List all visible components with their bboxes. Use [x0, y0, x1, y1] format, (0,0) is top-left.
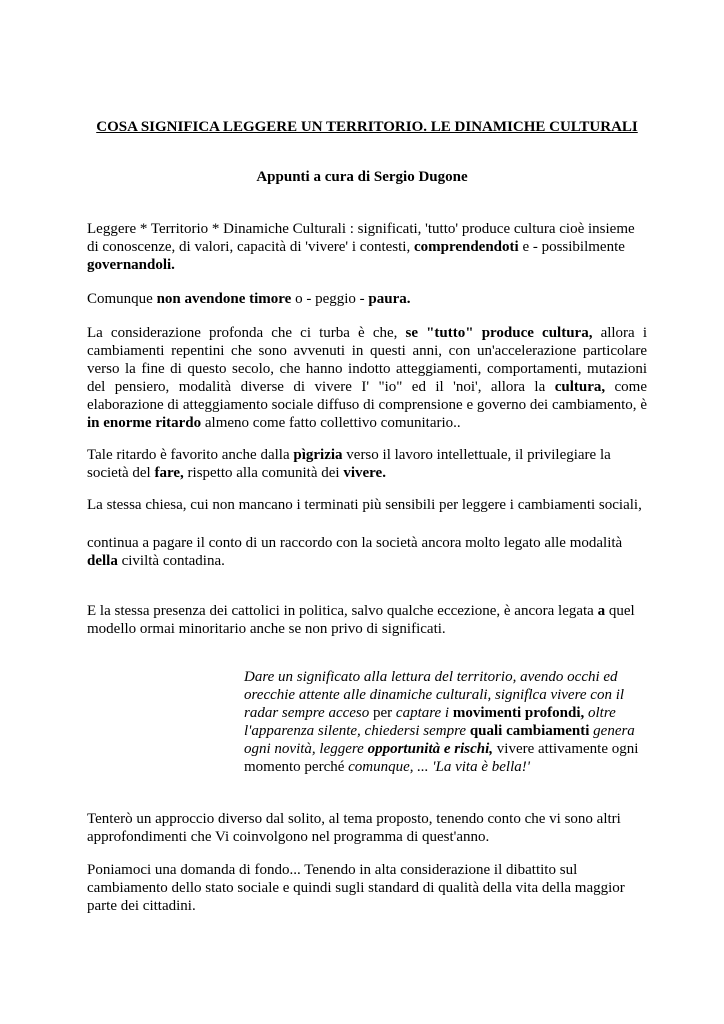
bold-run: governandoli. — [87, 257, 175, 273]
paragraph-4 — [87, 446, 647, 482]
paragraph-7 — [87, 602, 647, 638]
italic-run: comunque, ... 'La vita è bella!' — [348, 759, 530, 775]
text-run: almeno come fatto collettivo comunitario.. — [201, 415, 461, 431]
italic-run: Dare un significato alla lettura del territorio, avendo occhi ed orecchie attente alle dinamiche culturali, signiflca vivere con il radar sempre acceso — [244, 669, 625, 721]
text-run: rispetto alla comunità dei — [183, 465, 344, 481]
paragraph-9: Poniamoci una domanda di fondo... Tenendo in alta considerazione il dibattito sul cambiamento dello stato sociale e quindi sugli standard di qualità della vita della maggior parte dei cittadini. — [87, 862, 625, 914]
bold-run: fare, — [154, 465, 184, 481]
paragraph-5: La stessa chiesa, cui non mancano i terminati più sensibili per leggere i cambiamenti sociali, — [87, 497, 642, 513]
text-run: allora i cambiamenti repentini che sono avvenuti in questi anni, con un'accelerazione particolare verso la fine di questo secolo, che hanno indotto atteggiamenti, comportamenti, mutazioni del pensiero, modalità diverse di vivere I' "io" ed il 'noi', allora la — [87, 325, 647, 395]
text-run: La considerazione profonda che ci turba è che, — [87, 325, 406, 341]
text-run: Leggere * Territorio * Dinamiche Culturali : significati, 'tutto' produce cultura cioè insieme di conoscenze, di valori, capacità di 'vivere' i contesti, — [87, 221, 635, 255]
bold-run: pìgrizia — [293, 447, 343, 463]
text-run: come elaborazione di atteggiamento sociale diffuso di comprensione e governo dei cambiamento, è — [87, 379, 648, 413]
text-run: verso il lavoro intellettuale, il privilegiare la società del — [87, 447, 611, 481]
bold-run: non avendone timore — [156, 291, 292, 307]
italic-run: oltre l'apparenza silente, chiedersi sempre — [244, 705, 616, 739]
text-run: per — [369, 705, 396, 721]
text-run: E la stessa presenza dei cattolici in politica, salvo qualche eccezione, è ancora legata — [87, 603, 598, 619]
bold-run: in enorme ritardo — [87, 415, 202, 431]
bold-run: paura. — [368, 291, 411, 307]
text-run: vivere attivamente ogni momento perché — [244, 741, 639, 775]
text-run: quel modello ormai minoritario anche se non privo di significati. — [87, 603, 635, 637]
bold-run: comprendendoti — [413, 239, 519, 255]
paragraph-1 — [87, 220, 647, 274]
bold-run: cultura, — [554, 379, 606, 395]
bold-run: a — [597, 603, 606, 619]
text-run: Tale ritardo è favorito anche dalla — [87, 447, 294, 463]
bold-run: quali cambiamenti — [469, 723, 590, 739]
text-run: o - peggio - — [291, 291, 369, 307]
bold-run: della — [87, 553, 118, 569]
text-run: Comunque — [87, 291, 157, 307]
bold-run: movimenti profondi, — [452, 705, 585, 721]
text-run: continua a pagare il conto di un raccordo con la società ancora molto legato alle modalità — [87, 535, 623, 551]
text-run: e - possibilmente — [518, 239, 625, 255]
bold-run: vivere. — [343, 465, 386, 481]
paragraph-8: Tenterò un approccio diverso dal solito, al tema proposto, tenendo conto che vi sono altri approfondimenti che Vi coinvolgono nel programma di quest'anno. — [87, 811, 621, 845]
italic-run: genera ogni novità, leggere — [244, 723, 635, 757]
bold-italic-text: opportunità e rischi, — [367, 741, 494, 757]
italic-run: captare i — [395, 705, 450, 721]
document-title: COSA SIGNIFICA LEGGERE UN TERRITORIO. LE DINAMICHE CULTURALI — [96, 119, 638, 135]
text-run: civiltà contadina. — [117, 553, 225, 569]
bold-italic-run — [368, 741, 493, 757]
paragraph-6 — [87, 534, 647, 570]
paragraph-3 — [87, 324, 647, 432]
quote-block — [244, 668, 647, 776]
paragraph-2 — [87, 290, 647, 308]
document-subtitle: Appunti a cura di Sergio Dugone — [256, 169, 468, 185]
bold-run: se "tutto" produce cultura, — [405, 325, 593, 341]
